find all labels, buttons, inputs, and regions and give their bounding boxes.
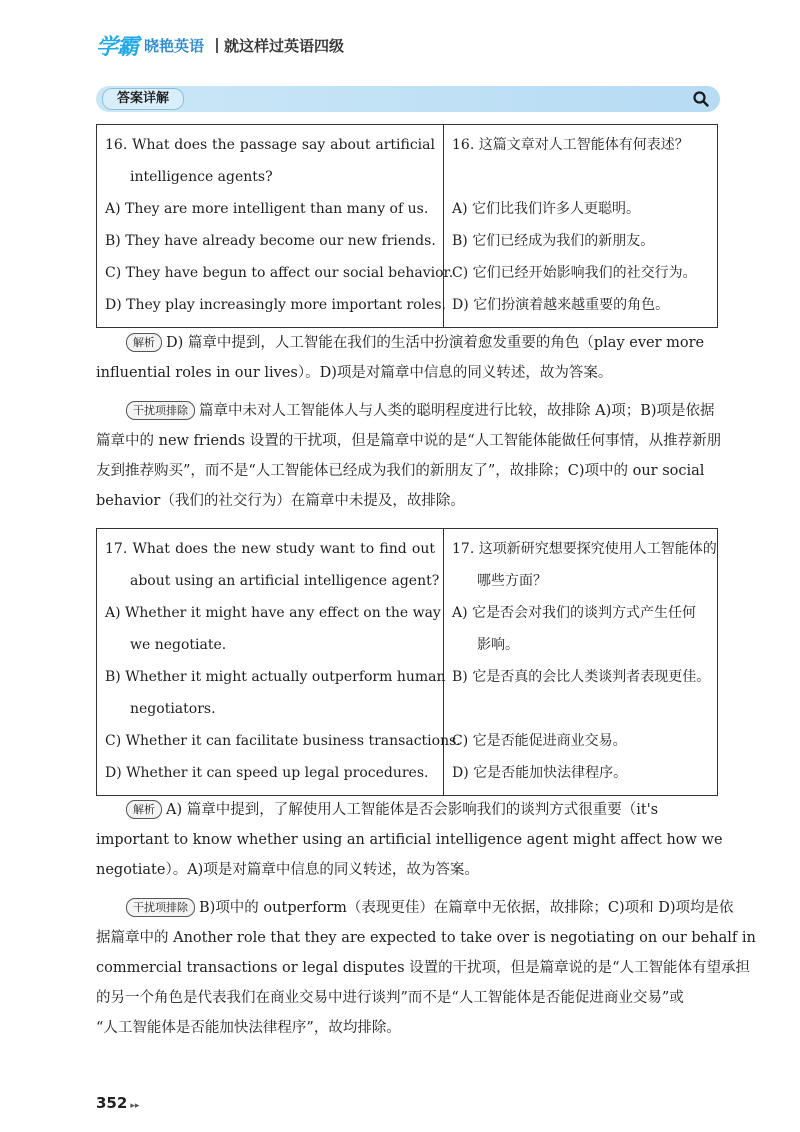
distractor-text: B)项中的 outperform（表现更佳）在篇章中无依据，故排除；C)项和 D)项均是依 [199,900,734,916]
option-d-zh: D) 它是否能加快法律程序。 [452,765,628,781]
distractor-text: 据篇章中的 Another role that they are expected to take over is negotiating on our behalf in [96,930,756,946]
analysis-text: important to know whether using an artificial intelligence agent might affect how we [96,832,723,848]
question-stem-zh: 哪些方面？ [477,573,547,589]
brand-name: 晓艳英语 [144,36,205,55]
question-16-chinese [444,125,718,328]
distractor-text: 篇章中的 new friends 设置的干扰项，但是篇章中说的是“人工智能体能做任何事情，从推荐新朋 [96,433,722,449]
option-b: negotiators. [130,701,216,717]
question-17-table [96,528,718,796]
book-title: 就这样过英语四级 [224,36,345,55]
option-b-zh: B) 它们已经成为我们的新朋友。 [452,233,655,249]
question-stem: 17. What does the new study want to find out [105,541,435,557]
question-stem: 16. What does the passage say about artificial [105,137,435,153]
question-16-table [96,124,718,328]
analysis-text: A) 篇章中提到，了解使用人工智能体是否会影响我们的谈判方式很重要（it's [166,802,659,818]
analysis-17 [96,795,723,885]
option-a: we negotiate. [130,637,227,653]
distractor-text: 篇章中未对人工智能体人与人类的聪明程度进行比较，故排除 A)项；B)项是依据 [199,403,715,419]
question-stem-zh: 17. 这项新研究想要探究使用人工智能体的 [452,541,717,557]
option-b: B) They have already become our new friends. [105,233,436,249]
option-a-zh: A) 它们比我们许多人更聪明。 [452,201,641,217]
distractor-badge: 干扰项排除 [126,898,195,917]
question-stem-zh: 16. 这篇文章对人工智能体有何表述？ [452,137,689,153]
option-b: B) Whether it might actually outperform human [105,669,446,685]
brand-logo: 学霸 [96,34,139,60]
section-tab-label: 答案详解 [102,88,184,110]
distractor-text: “人工智能体是否能加快法律程序”，故均排除。 [96,1020,401,1036]
analysis-text: D) 篇章中提到，人工智能在我们的生活中扮演着愈发重要的角色（play ever more [166,335,705,351]
option-a-zh: 影响。 [477,637,519,653]
analysis-text: influential roles in our lives）。D)项是对篇章中信息的同义转述，故为答案。 [96,365,613,381]
section-bar [96,86,720,112]
option-b-zh: B) 它是否真的会比人类谈判者表现更佳。 [452,669,711,685]
distractor-17 [96,893,756,1043]
option-c-zh: C) 它们已经开始影响我们的社交行为。 [452,265,697,281]
search-icon[interactable] [692,90,710,108]
analysis-badge: 解析 [126,800,162,819]
question-stem: about using an artificial intelligence agent? [130,573,440,589]
header-divider [216,38,218,53]
option-c: C) Whether it can facilitate business transactions. [105,733,461,749]
option-d: D) Whether it can speed up legal procedures. [105,765,429,781]
option-d-zh: D) 它们扮演着越来越重要的角色。 [452,297,670,313]
distractor-text: 友到推荐购买”，而不是“人工智能体已经成为我们的新朋友了”，故排除；C)项中的 our social [96,463,705,479]
option-c: C) They have begun to affect our social behavior. [105,265,454,281]
distractor-text: behavior（我们的社交行为）在篇章中未提及，故排除。 [96,493,465,509]
page-number-value: 352 [96,1094,128,1112]
question-17-english [97,529,461,796]
analysis-badge: 解析 [126,333,162,352]
analysis-text: negotiate）。A)项是对篇章中信息的同义转述，故为答案。 [96,862,479,878]
option-a: A) They are more intelligent than many of us. [105,201,429,217]
distractor-text: commercial transactions or legal disputes 设置的干扰项，但是篇章说的是“人工智能体有望承担 [96,960,751,976]
question-stem: intelligence agents? [130,169,273,185]
distractor-badge: 干扰项排除 [126,401,195,420]
option-a-zh: A) 它是否会对我们的谈判方式产生任何 [452,605,697,621]
question-16-english [97,125,454,328]
page-arrow-icon: ▸▸ [130,1101,140,1111]
distractor-text: 的另一个角色是代表我们在商业交易中进行谈判”而不是“人工智能体是否能促进商业交易”或 [96,990,684,1006]
page-number [96,1094,139,1112]
option-d: D) They play increasingly more important roles. [105,297,446,313]
distractor-16 [96,396,722,516]
page-header [96,30,344,60]
option-c-zh: C) 它是否能促进商业交易。 [452,733,627,749]
option-a: A) Whether it might have any effect on the way [105,605,441,621]
question-17-chinese [444,529,718,796]
analysis-16 [96,328,718,388]
